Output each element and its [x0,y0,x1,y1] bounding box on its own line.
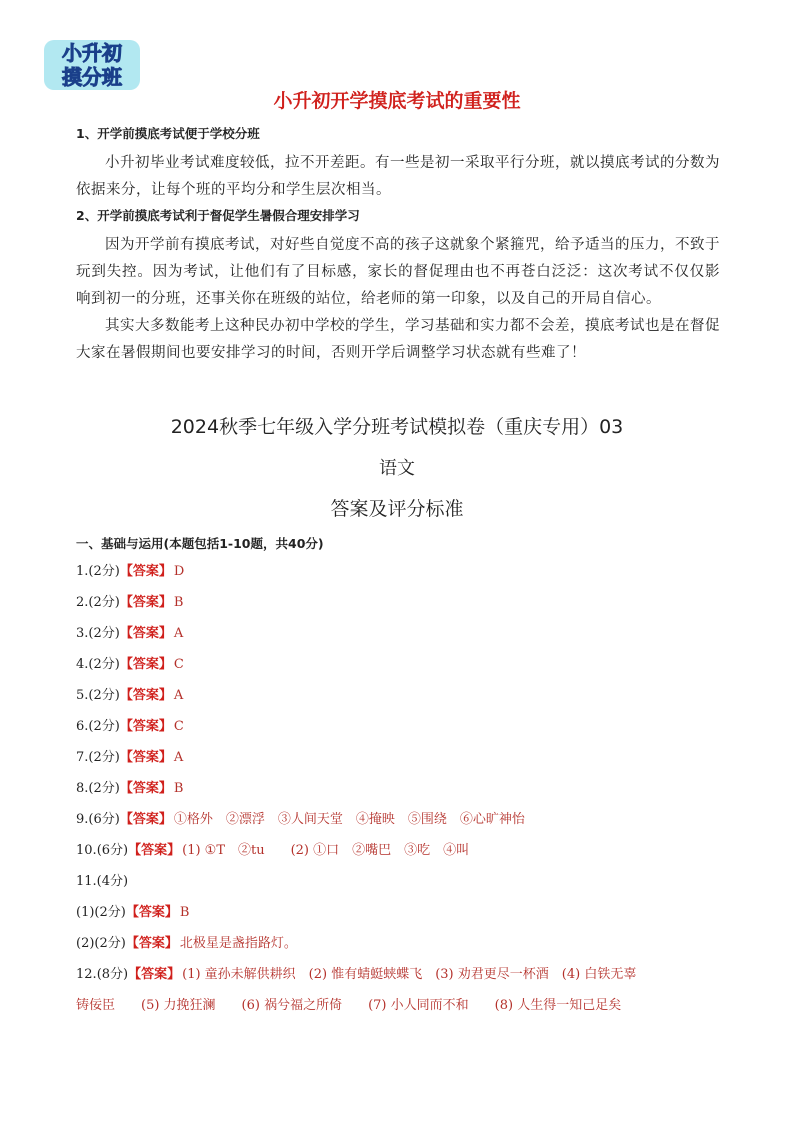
answer-tag: 【答案】 [119,750,172,765]
answer-tag: 【答案】 [119,626,172,641]
subject: 语文 [379,458,415,479]
doc-title: 小升初开学摸底考试的重要性 [273,90,521,112]
question-score: (2分) [88,688,120,703]
question-score: (6分) [96,843,129,858]
answer-row [76,897,726,928]
answer-row [76,835,726,866]
question-11-head: 11.(4分) [76,874,129,889]
answer-row [76,711,726,742]
answer-value: D [173,564,185,579]
answer-value: B [179,905,190,920]
answer-tag: 【答案】 [119,719,172,734]
answer-value: (1) ①T ②tu (2) ①口 ②嘴巴 ③吃 ④叫 [182,843,470,858]
question-num: 2. [76,595,89,610]
logo [40,34,144,94]
sub-question-label: (1)(2分) [76,905,126,920]
answer-tag: 【答案】 [119,595,172,610]
question-score: (2分) [88,719,120,734]
answer-value: A [173,688,184,703]
question-score: (2分) [88,781,120,796]
answer-tag: 【答案】 [119,657,172,672]
answer-row [76,928,726,959]
answer-row [76,618,726,649]
answer-tag: 【答案】 [119,781,172,796]
question-score: (8分) [96,967,129,982]
answer-value: (1) 童孙未解供耕织 (2) 惟有蜻蜓蛱蝶飞 (3) 劝君更尽一杯酒 (4) 白铁无辜 [182,967,637,982]
answer-value: C [173,657,184,672]
answer-row [76,773,726,804]
answer-value: 北极星是盏指路灯。 [179,936,297,951]
logo-line1: 小升初 [62,41,122,65]
question-score: (2分) [88,595,120,610]
answer-row [76,680,726,711]
answer-tag: 【答案】 [128,967,181,982]
answer-value: A [173,626,184,641]
question-num: 5. [76,688,89,703]
answer-row [76,556,726,587]
section-heading-2: 2、开学前摸底考试利于督促学生暑假合理安排学习 [76,208,360,223]
section-paragraph-2: 因为开学前有摸底考试，对好些自觉度不高的孩子这就象个紧箍咒，给予适当的压力，不致于玩到失控。因为考试，让他们有了目标感，家长的督促理由也不再苍白泛泛：这次考试不仅仅影响到初一的分班，还事关你在班级的站位，给老师的第一印象，以及自己的开局自信心。 [76,237,720,307]
exam-title: 2024秋季七年级入学分班考试模拟卷（重庆专用）03 [170,416,624,438]
answer-value: C [173,719,184,734]
question-num: 3. [76,626,89,641]
question-score: (6分) [88,812,120,827]
answer-tag: 【答案】 [128,843,181,858]
section-heading-1: 1、开学前摸底考试便于学校分班 [76,126,260,141]
question-score: (2分) [88,626,120,641]
question-num: 9. [76,812,89,827]
question-num: 12. [76,967,97,982]
answer-value: A [173,750,184,765]
section-one-heading: 一、基础与运用(本题包括1-10题，共40分) [76,536,324,551]
answer-value: ①格外 ②漂浮 ③人间天堂 ④掩映 ⑤围绕 ⑥心旷神怡 [173,812,525,827]
answer-tag: 【答案】 [125,936,178,951]
answer-tag: 【答案】 [125,905,178,920]
question-score: (2分) [88,750,120,765]
question-num: 10. [76,843,97,858]
answer-tag: 【答案】 [119,564,172,579]
question-score: (2分) [88,657,120,672]
answer-row [76,587,726,618]
answer-row [76,742,726,773]
question-num: 8. [76,781,89,796]
section-paragraph-1: 小升初毕业考试难度较低，拉不开差距。有一些是初一采取平行分班，就以摸底考试的分数为依据来分，让每个班的平均分和学生层次相当。 [76,155,720,198]
answer-list [76,556,726,1021]
question-num: 1. [76,564,89,579]
closing-paragraph: 其实大多数能考上这种民办初中学校的学生，学习基础和实力都不会差，摸底考试也是在督促大家在暑假期间也要安排学习的时间，否则开学后调整学习状态就有些难了！ [76,318,720,361]
answer-tag: 【答案】 [119,688,172,703]
answer-value: B [173,781,184,796]
question-num: 4. [76,657,89,672]
logo-line2: 摸分班 [62,65,122,89]
sub-question-label: (2)(2分) [76,936,126,951]
answer-continuation: 铸佞臣 (5) 力挽狂澜 (6) 祸兮福之所倚 (7) 小人同而不和 (8) 人生得一知己足矣 [76,998,622,1013]
question-num: 7. [76,750,89,765]
answer-tag: 【答案】 [119,812,172,827]
answer-row [76,959,726,990]
question-num: 6. [76,719,89,734]
intro-content [76,122,720,367]
question-score: (2分) [88,564,120,579]
answer-row [76,649,726,680]
subtitle: 答案及评分标准 [330,498,464,520]
answer-row [76,804,726,835]
answer-value: B [173,595,184,610]
